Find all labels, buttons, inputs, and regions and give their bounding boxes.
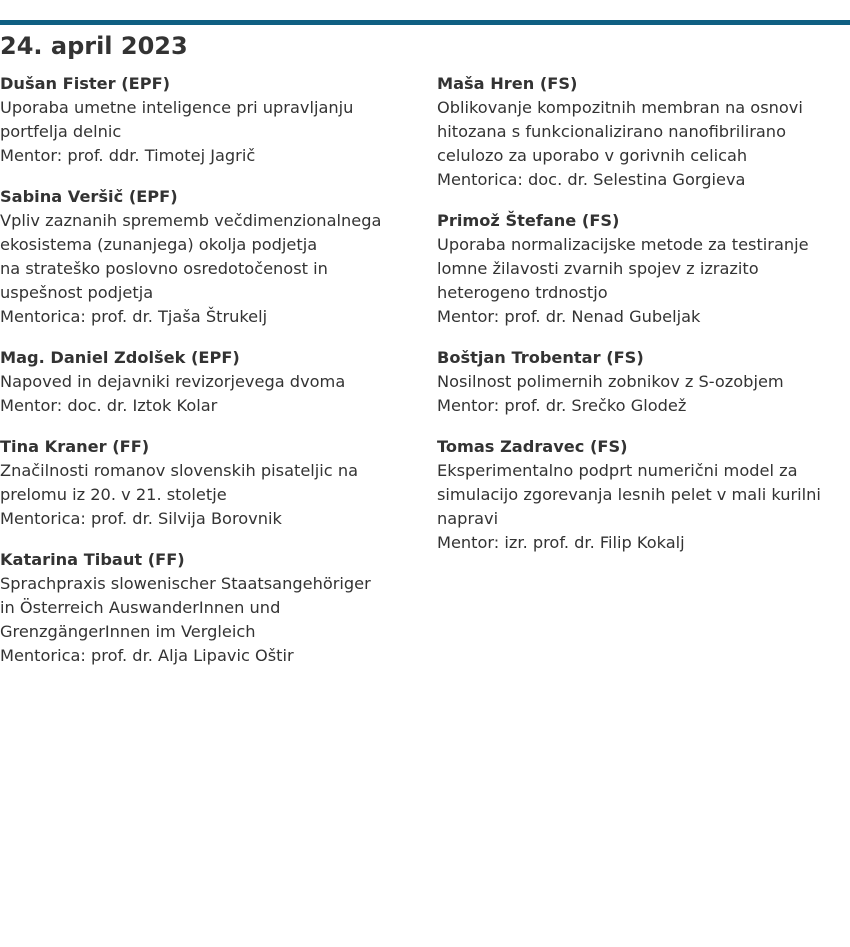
candidate-name: Dušan Fister (EPF) (0, 74, 171, 93)
thesis-title-line: na strateško poslovno osredotočenost in (0, 259, 328, 278)
thesis-title-line: Oblikovanje kompozitnih membran na osnovi (437, 98, 803, 117)
right-column (437, 72, 850, 685)
thesis-entry (437, 435, 850, 555)
thesis-title-line: Uporaba normalizacijske metode za testiranje (437, 235, 809, 254)
mentor-line: Mentor: prof. dr. Srečko Glodež (437, 396, 687, 415)
top-rule (0, 20, 850, 25)
thesis-title-line: Vpliv zaznanih sprememb večdimenzionalnega (0, 211, 382, 230)
mentor-line: Mentor: prof. ddr. Timotej Jagrič (0, 146, 256, 165)
date-heading: 24. april 2023 (0, 32, 188, 60)
thesis-entry (0, 185, 437, 329)
left-column (0, 72, 437, 685)
thesis-title-line: ekosistema (zunanjega) okolja podjetja (0, 235, 318, 254)
thesis-entry (0, 346, 437, 418)
thesis-title-line: portfelja delnic (0, 122, 122, 141)
mentor-line: Mentor: doc. dr. Iztok Kolar (0, 396, 218, 415)
candidate-name: Maša Hren (FS) (437, 74, 578, 93)
mentor-line: Mentorica: prof. dr. Alja Lipavic Oštir (0, 646, 294, 665)
mentor-line: Mentor: prof. dr. Nenad Gubeljak (437, 307, 701, 326)
thesis-entry (0, 72, 437, 168)
thesis-title-line: hitozana s funkcionalizirano nanofibrilirano (437, 122, 786, 141)
candidate-name: Primož Štefane (FS) (437, 211, 620, 230)
thesis-title-line: Nosilnost polimernih zobnikov z S-ozobjem (437, 372, 784, 391)
thesis-title-line: lomne žilavosti zvarnih spojev z izrazito (437, 259, 759, 278)
candidate-name: Sabina Veršič (EPF) (0, 187, 178, 206)
mentor-line: Mentor: izr. prof. dr. Filip Kokalj (437, 533, 685, 552)
thesis-title-line: Značilnosti romanov slovenskih pisateljic na (0, 461, 359, 480)
thesis-title-line: napravi (437, 509, 499, 528)
thesis-entry (437, 346, 850, 418)
thesis-title-line: Eksperimentalno podprt numerični model za (437, 461, 798, 480)
thesis-title-line: in Österreich AuswanderInnen und (0, 598, 281, 617)
thesis-entry (0, 435, 437, 531)
thesis-title-line: Sprachpraxis slowenischer Staatsangehöriger (0, 574, 371, 593)
mentor-line: Mentorica: prof. dr. Tjaša Štrukelj (0, 307, 268, 326)
thesis-title-line: GrenzgängerInnen im Vergleich (0, 622, 256, 641)
thesis-title-line: prelomu iz 20. v 21. stoletje (0, 485, 227, 504)
thesis-title-line: uspešnost podjetja (0, 283, 154, 302)
candidate-name: Boštjan Trobentar (FS) (437, 348, 644, 367)
thesis-title-line: simulacijo zgorevanja lesnih pelet v mali kurilni (437, 485, 821, 504)
entries-columns (0, 72, 850, 685)
candidate-name: Tina Kraner (FF) (0, 437, 150, 456)
mentor-line: Mentorica: prof. dr. Silvija Borovnik (0, 509, 282, 528)
candidate-name: Katarina Tibaut (FF) (0, 550, 185, 569)
thesis-title-line: Napoved in dejavniki revizorjevega dvoma (0, 372, 346, 391)
thesis-title-line: Uporaba umetne inteligence pri upravljanju (0, 98, 354, 117)
candidate-name: Mag. Daniel Zdolšek (EPF) (0, 348, 240, 367)
candidate-name: Tomas Zadravec (FS) (437, 437, 628, 456)
thesis-entry (437, 72, 850, 192)
thesis-entry (437, 209, 850, 329)
thesis-title-line: heterogeno trdnostjo (437, 283, 608, 302)
thesis-entry (0, 548, 437, 668)
mentor-line: Mentorica: doc. dr. Selestina Gorgieva (437, 170, 746, 189)
thesis-title-line: celulozo za uporabo v gorivnih celicah (437, 146, 748, 165)
